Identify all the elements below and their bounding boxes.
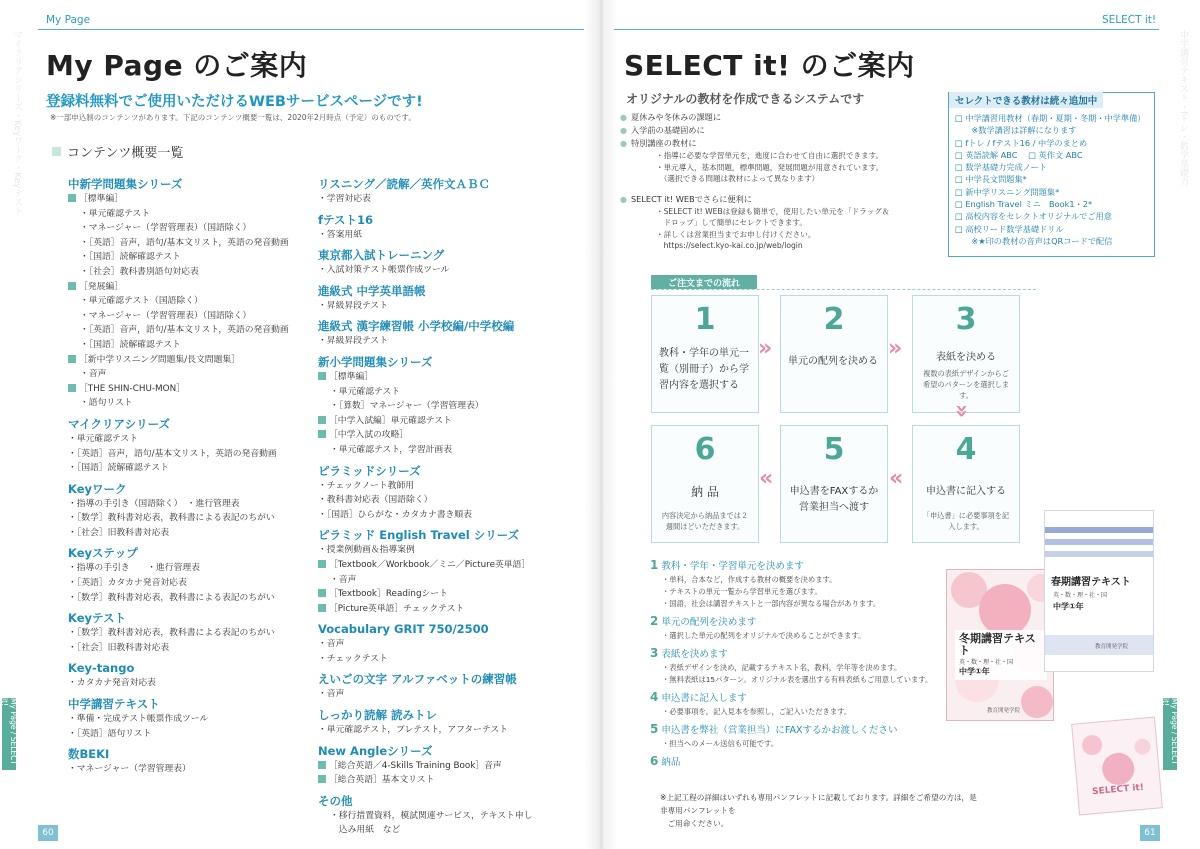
chevron-right-icon: » [888,336,903,361]
edition-label [318,370,578,385]
edition-label [318,587,578,602]
step-number: 6 [694,432,716,467]
step-number: 5 [823,432,845,467]
content-list-column-2 [318,171,578,838]
detail-heading-text: 納品 [661,757,681,768]
feature-bullets [620,111,920,252]
content-item: ・チェックテスト [318,653,388,664]
edition-label-text: ［新中学リスニング問題集/長文問題集］ [79,354,240,365]
content-item: ・指導の手引き（国語除く） ・進行管理表 [68,498,240,509]
series-heading: 進級式 漢字練習帳 小学校編/中学校編 [318,319,515,334]
content-item: ・単元確認テスト [80,208,151,219]
detail-heading-text: 申込書を弊社（営業担当）にFAXするかお渡しください [661,725,898,736]
bullet-point: ● SELECT it! WEBでさらに便利に [620,193,920,206]
detail-number: 1 [650,558,659,572]
detail-number: 2 [650,614,659,628]
square-bullet-icon [318,604,326,612]
selectable-material-item: □ 高校内容をセレクトオリジナルでご用意 [955,211,1112,222]
detail-heading [650,722,950,738]
cover-stripe [1045,527,1154,533]
content-item: ・マネージャー（学習管理表）（国語除く） [80,223,252,234]
flow-step-2 [780,295,888,413]
tagline: 登録料無料でご使用いただけるWEBサービスページです! [46,94,423,110]
content-item: ・［英語］カタカナ発音対応表 [68,578,187,589]
content-item: ・単元確認テスト，学習計画表 [330,444,453,455]
selectable-material-item: □ 中学長文問題集* [955,174,1027,185]
content-item: ・［国語］読解確認テスト [80,252,181,263]
square-bullet-icon [68,282,76,290]
detail-number: 6 [650,754,659,768]
content-item: ・音声 [330,574,357,585]
page-title: SELECT it! のご案内 [624,49,915,82]
chevron-left-icon: » [889,466,904,491]
series-heading: Vocabulary GRIT 750/2500 [318,622,489,637]
running-head: SELECT it! [1102,14,1157,26]
flow-step-5 [780,425,888,543]
flow-divider [651,289,1036,290]
edition-label [68,192,313,207]
series-heading: しっかり読解 読みトレ [318,708,438,723]
edition-label [318,602,578,617]
bullet-point: ● 特別講座の教材に [620,137,920,150]
series-heading: ピラミッドシリーズ [318,463,421,478]
step-description: 内容決定から納品までは２週間ほどいただきます。 [661,511,749,531]
page-number: 60 [38,825,58,841]
cover-stripe [1045,539,1154,545]
cover-stripe [1045,551,1154,557]
detail-line: ・国語，社会は講習テキストと一部内容が異なる場合があります。 [662,599,881,608]
section-heading [52,142,183,161]
selectable-materials-header: セレクトできる教材は続々追加中 [949,92,1103,108]
content-item: ・教科書対応表（国語除く） [318,495,433,506]
bullet-note: https://select.kyo-kai.co.jp/web/login [656,241,803,250]
book-grade: 中学①年 [959,667,990,676]
edition-label-text: ［Textbook］Readingシート [329,589,448,600]
content-item: ・［数学］教科書対応表，教科書による表記のちがい [68,513,275,524]
edition-label [68,382,313,397]
footnote [660,791,980,830]
book-publisher: 教育開発学院 [1095,644,1129,650]
content-item: ・答案用紙 [318,229,362,240]
series-heading: ピラミッド English Travel シリーズ [318,528,520,543]
edition-label [68,353,313,368]
content-item: ・［社会］教科書別語句対応表 [80,266,199,277]
step-title: 表紙を決める [936,352,996,363]
selectable-material-item: □ fトレ / fテスト16 / 中学のまとめ [955,137,1088,148]
detail-line: ・担当へのメール送信も可能です。 [662,739,779,748]
series-heading: New Angleシリーズ [318,743,433,758]
content-item: ・音声 [318,689,345,700]
edition-label-text: ［総合英語／4-Skills Training Book］音声 [329,760,502,771]
content-item: ・マネージャー（学習管理表） [68,764,191,775]
content-item: ・［英語］音声，語句/基本文リスト，英語の発音動画 [80,325,289,336]
bullet-note: ・単元導入，基本問題，標準問題，発展問題が用意されています。 [656,162,884,172]
content-item: ・単元確認テスト [330,386,401,397]
edition-label [318,428,578,443]
book-subjects: 英・数・理・社・国 [959,659,1014,666]
content-item: ・昇級昇段テスト [318,336,389,347]
flow-details [650,554,950,770]
flow-step-4 [912,425,1020,543]
bleed-through-text: 中学講習テキスト・fトレ・数学基礎力 [1178,30,1188,187]
bullet-note: （選択できる問題は教材によって異なります） [656,174,820,183]
selectable-material-item: □ 中学講習用教材（春期・夏期・冬期・中学準備） [955,113,1146,123]
edition-label [318,558,578,573]
content-item: ・［社会］旧教科書対応表 [68,527,170,538]
bullet-note: ・指導に必要な学習単元を，進度に合わせて自由に選択できます。 [656,151,884,160]
content-item: ・［算数］マネージャー（学習管理表） [330,401,484,412]
series-heading: Keyステップ [68,546,138,561]
series-heading: Keyテスト [68,611,127,626]
square-bullet-icon [318,430,326,438]
square-bullet-icon [318,589,326,597]
edition-label-text: ［標準編］ [79,194,123,204]
series-heading: 中新学問題集シリーズ [68,177,183,191]
detail-heading-text: 表紙を決めます [661,649,728,660]
selectable-material-item: □ English Travel ミニ Book1・2* [955,199,1093,210]
detail-heading [650,754,950,770]
content-item: ・移行措置資料，模試関連サービス，テキスト申し [330,810,533,821]
edition-label-text: ［中学入試編］単元確認テスト [329,415,452,426]
edition-label-text: ［中学入試の攻略］ [329,430,409,441]
spring-textbook-cover [1044,510,1154,672]
content-item: ・単元確認テスト（国語除く） [80,296,203,307]
content-item: ・［英語］語句リスト [68,728,152,739]
series-heading: リスニング／読解／英作文ＡＢＣ [318,177,491,191]
footnote-line: ※上記工程の詳細はいずれも専用パンフレットに記載しております。詳細をご希望の方は，是非専用パンフレットを [660,793,977,815]
selectable-material-item: □ 英語読解 ABC □ 英作文 ABC [955,149,1083,160]
series-heading: 中学講習テキスト [68,697,160,712]
content-item: ・音声 [318,639,345,650]
content-item: ・授業例動画＆指導案例 [318,545,415,556]
content-list-column-1 [68,171,313,777]
pamphlet-title: SELECT it! [1091,782,1145,798]
series-heading: 東京都入試トレーニング [318,248,445,263]
chevron-down-icon: » [949,403,975,419]
series-heading: fテスト16 [318,212,374,227]
content-item: ・学習対応表 [318,194,371,204]
edition-label-text: ［発展編］ [79,281,123,292]
edition-label-text: ［標準編］ [329,371,373,382]
book-title: 春期講習テキスト [1051,577,1131,588]
gutter-shadow [584,0,618,849]
selectable-material-item: ※★印の教材の音声はQRコードで配信 [955,235,1113,246]
series-heading: Key-tango [68,661,135,676]
bullet-note: ・詳しくは営業担当までお申し付けください。 [656,229,816,239]
series-heading: マイクリアシリーズ [68,416,171,431]
content-item: ・カタカナ発音対応表 [68,678,156,689]
step-title: 申込書に記入する [926,486,1006,497]
square-bullet-icon [318,775,326,783]
detail-heading-text: 教科・学年・学習単元を決めます [661,561,804,572]
detail-heading-text: 単元の配列を決めます [661,617,757,628]
edition-label-text: ［Picture英単語］チェックテスト [329,603,465,614]
series-heading: 新小学問題集シリーズ [318,354,433,369]
section-title: コンテンツ概要一覧 [67,146,184,161]
step-title: 教科・学年の単元一覧（別冊子）から学習内容を選択する [659,348,749,391]
selectable-material-item: □ 新中学リスニング問題集* [955,186,1060,197]
detail-line: ・テキストの単元一覧から学習単元を選びます。 [662,587,822,596]
winter-textbook-cover [946,569,1054,721]
step-number: 3 [955,302,977,337]
edition-label-text: ［総合英語］基本文リスト [329,775,435,786]
side-index-tab: My Page / SELECT it! [2,698,16,770]
square-marker-icon [52,147,61,156]
selectable-material-item: □ 数学基礎力完成ノート [955,162,1047,173]
content-item: ・音声 [80,369,107,380]
series-heading: Keyワーク [68,481,127,496]
content-item: ・語句リスト [80,398,133,409]
content-item: ・単元確認テスト [68,433,139,444]
square-bullet-icon [68,194,76,202]
flow-step-6 [651,425,759,543]
book-title: 冬期講習テキスト [959,632,1036,657]
pamphlet-cover [1071,717,1163,816]
content-item: ・［国語］読解確認テスト [80,339,181,350]
step-title: 申込書をFAXするか営業担当へ渡す [789,486,879,513]
bullet-note: ドロップ」して簡単にセレクトできます。 [656,218,807,227]
content-item: ・［数学］教科書対応表，教科書による表記のちがい [68,592,275,603]
edition-label [318,759,578,774]
step-title: 納 品 [691,485,719,499]
step-number: 4 [955,432,977,467]
content-item: ・マネージャー（学習管理表）（国語除く） [80,310,252,321]
detail-heading [650,614,950,630]
page-title: My Page のご案内 [46,49,308,82]
content-item: ・［英語］音声，語句/基本文リスト，英語の発音動画 [80,237,289,248]
selectable-material-item: □ 高校リード数学基礎ドリル [955,223,1064,234]
square-bullet-icon [318,560,326,568]
detail-line: ・無料表紙は15パターン。オリジナル表を選出する有料表紙もご用意しています。 [662,675,933,684]
footnote-line: ご用命ください。 [660,819,729,828]
page-subtitle: オリジナルの教材を作成できるシステムです [626,92,865,106]
content-item: ・［社会］旧教科書対応表 [68,642,170,653]
content-item: ・入試対策テスト帳票作成ツール [318,265,450,276]
content-item: ・［国語］読解確認テスト [68,463,169,474]
content-item: ・単元確認テスト，プレテスト，アフターテスト [318,725,508,736]
square-bullet-icon [68,384,76,392]
availability-note: ※一部申込制のコンテンツがあります。下記のコンテンツ概要一覧は、2020年2月時点（予定）のものです。 [50,113,416,122]
page-number: 61 [1140,825,1160,841]
book-publisher: 教育開発学院 [987,708,1021,714]
step-description: 複数の表紙デザインからご希望のパターンを選択します。 [922,369,1010,400]
spacer [620,185,920,193]
selectable-materials-list [955,112,1148,247]
square-bullet-icon [318,372,326,380]
series-heading: 進級式 中学英単語帳 [318,283,426,298]
cover-label [955,630,1047,680]
edition-label-text: ［THE SHIN-CHU-MON］ [79,383,185,394]
detail-line: ・表紙デザインを決め，記載するテキスト名，教科，学年等を決めます。 [662,663,902,672]
detail-heading-text: 申込書に記入します [661,693,747,704]
detail-heading [650,558,950,574]
bullet-note: ・SELECT it! WEBは登録も簡単で，使用したい単元を「ドラッグ＆ [656,206,890,216]
detail-number: 3 [650,646,659,660]
detail-line: ・単科，合本など，作成する教材の概要を決めます。 [662,575,837,584]
pamphlet-art [1072,717,1164,816]
flow-label: ご注文までの流れ [651,275,757,289]
flow-step-3 [912,295,1020,413]
content-item: ・チェックノート教師用 [318,480,415,491]
header-rule [38,29,584,30]
detail-line: ・必要事項を，記入見本を参照し，ご記入いただきます。 [662,707,852,716]
book-subjects: 英・数・理・社・国 [1053,592,1108,599]
detail-heading [650,690,950,706]
series-heading: 数BEKI [68,747,110,762]
flow-step-1 [651,295,759,413]
square-bullet-icon [68,355,76,363]
right-page [600,0,1200,849]
selectable-materials-box [948,92,1155,257]
square-bullet-icon [318,416,326,424]
selectable-material-item: ※数学講習は詳解になります [955,125,1077,136]
chevron-right-icon: » [758,336,773,361]
step-description: 「申込書」に必要事項を記入します。 [922,511,1010,531]
edition-label-text: ［Textbook／Workbook／ミニ／Picture英単語］ [329,559,531,570]
content-item: 込み用紙 など [330,825,401,836]
square-bullet-icon [318,761,326,769]
header-rule [614,29,1159,30]
series-heading: えいごの文字 アルファベットの練習帳 [318,672,517,687]
detail-number: 5 [650,722,659,736]
detail-heading [650,646,950,662]
step-number: 1 [694,302,716,337]
content-item: ・［国語］ひらがな・カタカナ書き順表 [318,509,472,520]
content-item: ・準備・完成テスト帳票作成ツール [68,714,209,725]
step-title: 単元の配列を決める [788,356,878,367]
edition-label [318,414,578,429]
series-heading: その他 [318,793,353,808]
content-item: ・［数学］教科書対応表，教科書による表記のちがい [68,628,275,639]
step-number: 2 [823,302,845,337]
bullet-point: ● 入学前の基礎固めに [620,124,920,137]
bullet-point: ● 夏休みや冬休みの課題に [620,111,920,124]
side-index-tab: My Page / SELECT it! [1163,698,1177,770]
edition-label [318,773,578,788]
edition-label [68,280,313,295]
bleed-through-text: マイクリアシリーズ・Keyワーク・Keyテスト [12,30,22,216]
content-item: ・［英語］音声，語句/基本文リスト，英語の発音動画 [68,448,277,459]
detail-number: 4 [650,690,659,704]
content-item: ・指導の手引き ・進行管理表 [68,563,200,574]
chevron-left-icon: » [759,466,774,491]
detail-line: ・選択した単元の配列をオリジナルで決めることができます。 [662,631,866,640]
running-head: My Page [46,14,91,26]
book-grade: 中学①年 [1053,602,1084,611]
content-item: ・昇級昇段テスト [318,300,389,311]
